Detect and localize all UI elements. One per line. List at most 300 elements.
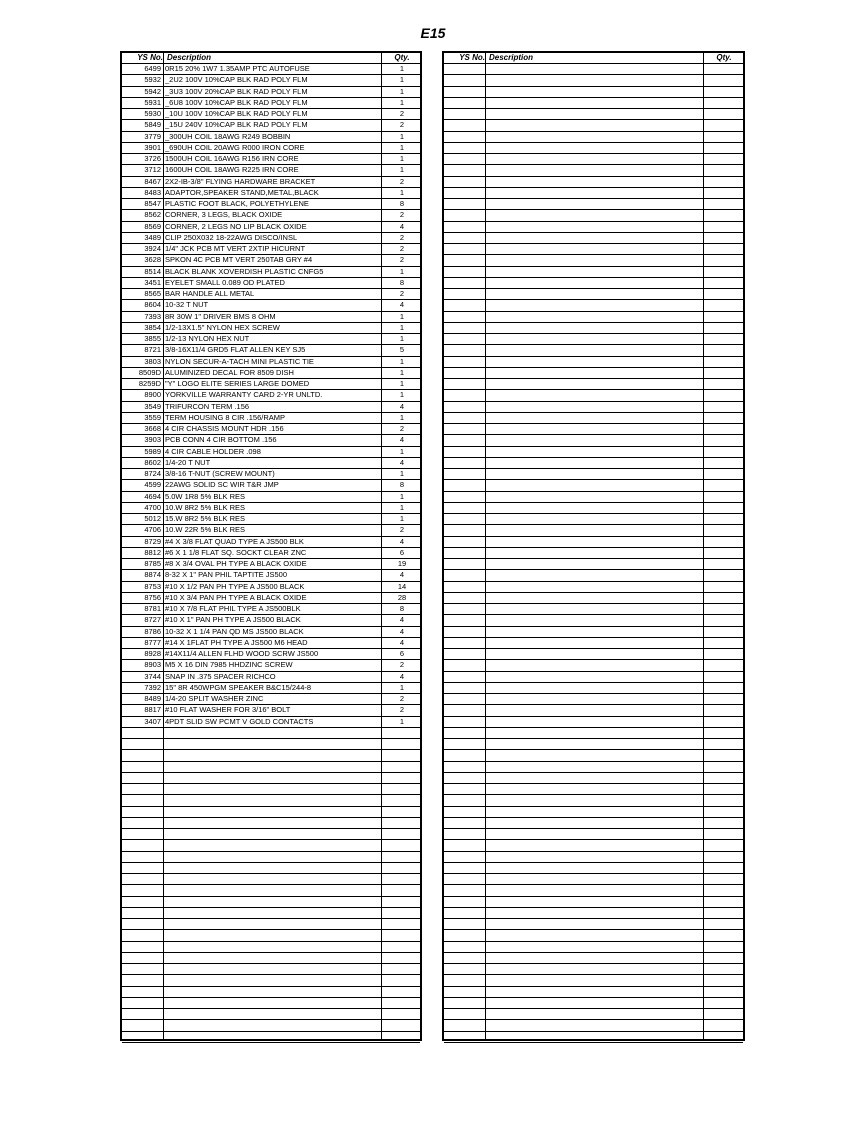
table-row bbox=[444, 683, 743, 694]
table-row bbox=[122, 885, 420, 896]
cell-description: 8R 30W 1" DRIVER BMS 8 OHM bbox=[165, 311, 276, 321]
table-row bbox=[444, 604, 743, 615]
cell-description: BLACK BLANK XOVERDISH PLASTIC CNFG5 bbox=[165, 266, 324, 276]
cell-qty: 1 bbox=[399, 379, 405, 388]
table-row bbox=[444, 390, 743, 401]
header-description: Description bbox=[167, 53, 212, 62]
table-row bbox=[444, 649, 743, 660]
table-row bbox=[444, 987, 743, 998]
table-row bbox=[122, 255, 420, 266]
table-row bbox=[444, 132, 743, 143]
cell-qty: 4 bbox=[399, 221, 405, 231]
table-row bbox=[444, 1032, 743, 1043]
cell-description: 1600UH COIL 18AWG R225 IRN CORE bbox=[165, 165, 299, 175]
cell-qty: 4 bbox=[399, 457, 405, 467]
table-row bbox=[122, 165, 420, 176]
cell-description: M5 X 16 DIN 7985 HHDZINC SCREW bbox=[165, 660, 293, 670]
table-row bbox=[444, 638, 743, 649]
cell-qty: 1 bbox=[399, 356, 405, 366]
cell-description: 3/8-16 T-NUT (SCREW MOUNT) bbox=[165, 469, 275, 478]
table-row bbox=[444, 672, 743, 683]
table-row bbox=[444, 447, 743, 458]
cell-qty: 4 bbox=[399, 300, 405, 310]
table-row bbox=[444, 773, 743, 784]
table-row bbox=[444, 87, 743, 98]
cell-ys-no: 8900 bbox=[144, 390, 161, 400]
table-row bbox=[444, 165, 743, 176]
table-row bbox=[122, 345, 420, 356]
table-row bbox=[122, 390, 420, 401]
table-row bbox=[444, 514, 743, 525]
table-row bbox=[444, 177, 743, 188]
table-row bbox=[122, 75, 420, 86]
table-row bbox=[444, 469, 743, 480]
cell-ys-no: 4599 bbox=[144, 480, 161, 490]
cell-ys-no: 8604 bbox=[144, 300, 161, 310]
cell-qty: 1 bbox=[399, 469, 405, 478]
cell-description: _6U8 100V 10%CAP BLK RAD POLY FLM bbox=[165, 97, 308, 107]
cell-description: 10.W 8R2 5% BLK RES bbox=[165, 502, 246, 512]
table-row bbox=[122, 649, 420, 660]
table-row bbox=[444, 593, 743, 604]
cell-ys-no: 4700 bbox=[144, 502, 161, 512]
table-row bbox=[444, 402, 743, 413]
table-row bbox=[444, 323, 743, 334]
cell-description: TRIFURCON TERM .156 bbox=[165, 401, 250, 411]
table-row bbox=[444, 64, 743, 75]
table-row bbox=[122, 64, 420, 75]
cell-ys-no: 5931 bbox=[144, 97, 161, 107]
cell-description: _3U3 100V 20%CAP BLK RAD POLY FLM bbox=[165, 86, 308, 96]
table-row bbox=[122, 458, 420, 469]
cell-ys-no: 3489 bbox=[144, 232, 161, 242]
cell-qty: 4 bbox=[399, 536, 405, 546]
table-row bbox=[444, 840, 743, 851]
table-row bbox=[444, 154, 743, 165]
table-row bbox=[122, 323, 420, 334]
table-row bbox=[122, 447, 420, 458]
cell-ys-no: 8483 bbox=[144, 187, 161, 197]
cell-description: ADAPTOR,SPEAKER STAND,METAL,BLACK bbox=[165, 187, 319, 197]
table-row bbox=[444, 357, 743, 368]
cell-ys-no: 4706 bbox=[144, 525, 161, 535]
table-row bbox=[122, 807, 420, 818]
cell-ys-no: 8729 bbox=[144, 536, 161, 546]
cell-description: 4 CIR CABLE HOLDER .098 bbox=[165, 446, 261, 456]
cell-qty: 8 bbox=[399, 480, 405, 490]
cell-description: NYLON SECUR-A-TACH MINI PLASTIC TIE bbox=[165, 356, 314, 366]
table-row bbox=[122, 897, 420, 908]
cell-description: CORNER, 3 LEGS, BLACK OXIDE bbox=[165, 210, 283, 220]
header-description: Description bbox=[489, 53, 534, 62]
table-row bbox=[122, 120, 420, 131]
cell-qty: 28 bbox=[397, 592, 407, 602]
cell-qty: 2 bbox=[399, 255, 405, 265]
table-row bbox=[122, 334, 420, 345]
cell-qty: 1 bbox=[399, 266, 405, 276]
cell-ys-no: 6499 bbox=[144, 64, 161, 73]
parts-table-left bbox=[120, 51, 422, 1041]
table-row bbox=[122, 660, 420, 671]
cell-qty: 2 bbox=[399, 120, 405, 130]
cell-qty: 1 bbox=[399, 514, 405, 523]
cell-description: _2U2 100V 10%CAP BLK RAD POLY FLM bbox=[165, 75, 308, 85]
cell-qty: 2 bbox=[399, 660, 405, 670]
cell-qty: 1 bbox=[399, 491, 405, 501]
cell-description: TERM HOUSING 8 CIR .156/RAMP bbox=[165, 412, 286, 422]
header-ys-no: YS No. bbox=[459, 53, 485, 62]
table-row bbox=[444, 233, 743, 244]
cell-qty: 4 bbox=[399, 671, 405, 681]
table-row bbox=[122, 402, 420, 413]
table-row bbox=[122, 582, 420, 593]
table-row bbox=[122, 435, 420, 446]
cell-ys-no: 5012 bbox=[144, 514, 161, 523]
cell-ys-no: 3854 bbox=[144, 322, 161, 332]
table-row bbox=[444, 548, 743, 559]
cell-description: #10 X 7/8 FLAT PHIL TYPE A JS500BLK bbox=[165, 604, 301, 613]
table-row bbox=[122, 762, 420, 773]
cell-ys-no: 3559 bbox=[144, 412, 161, 422]
cell-description: _690UH COIL 20AWG R000 IRON CORE bbox=[165, 142, 305, 152]
table-row bbox=[444, 255, 743, 266]
cell-ys-no: 3628 bbox=[144, 255, 161, 265]
cell-description: 10-32 T NUT bbox=[165, 300, 209, 310]
table-row bbox=[122, 987, 420, 998]
table-row bbox=[122, 942, 420, 953]
table-row bbox=[444, 267, 743, 278]
cell-ys-no: 8753 bbox=[144, 581, 161, 591]
cell-ys-no: 3451 bbox=[144, 277, 161, 287]
table-row bbox=[122, 244, 420, 255]
cell-ys-no: 8724 bbox=[144, 469, 161, 478]
cell-qty: 1 bbox=[399, 334, 405, 343]
cell-qty: 1 bbox=[399, 390, 405, 400]
table-row bbox=[444, 1009, 743, 1020]
table-row bbox=[444, 492, 743, 503]
cell-description: ALUMINIZED DECAL FOR 8509 DISH bbox=[165, 367, 294, 377]
cell-ys-no: 8489 bbox=[144, 694, 161, 703]
cell-qty: 1 bbox=[399, 367, 405, 377]
cell-qty: 1 bbox=[399, 446, 405, 456]
table-row bbox=[444, 143, 743, 154]
table-row bbox=[122, 638, 420, 649]
cell-ys-no: 3903 bbox=[144, 435, 161, 445]
table-row bbox=[122, 154, 420, 165]
table-row bbox=[122, 705, 420, 716]
table-row bbox=[444, 413, 743, 424]
cell-qty: 4 bbox=[399, 401, 405, 411]
table-row bbox=[122, 368, 420, 379]
table-row bbox=[444, 424, 743, 435]
cell-qty: 1 bbox=[399, 187, 405, 197]
table-row bbox=[444, 784, 743, 795]
table-row bbox=[444, 278, 743, 289]
table-row bbox=[444, 210, 743, 221]
cell-qty: 1 bbox=[399, 165, 405, 175]
cell-qty: 1 bbox=[399, 322, 405, 332]
cell-qty: 14 bbox=[397, 581, 407, 591]
cell-qty: 1 bbox=[399, 154, 405, 163]
cell-ys-no: 8903 bbox=[144, 660, 161, 670]
cell-qty: 4 bbox=[399, 626, 405, 636]
cell-description: YORKVILLE WARRANTY CARD 2-YR UNLTD. bbox=[165, 390, 323, 400]
cell-description: EYELET SMALL 0.089 OD PLATED bbox=[165, 277, 285, 287]
cell-ys-no: 5932 bbox=[144, 75, 161, 85]
table-row bbox=[122, 593, 420, 604]
table-row bbox=[444, 368, 743, 379]
table-row bbox=[444, 807, 743, 818]
table-row bbox=[122, 953, 420, 964]
cell-description: PCB CONN 4 CIR BOTTOM .156 bbox=[165, 435, 277, 445]
table-row bbox=[444, 930, 743, 941]
table-row bbox=[122, 615, 420, 626]
cell-qty: 1 bbox=[399, 682, 405, 692]
cell-description: 1/4-20 T NUT bbox=[165, 457, 211, 467]
cell-ys-no: 5989 bbox=[144, 446, 161, 456]
table-row bbox=[444, 435, 743, 446]
parts-table-right bbox=[442, 51, 745, 1041]
table-row bbox=[444, 942, 743, 953]
cell-ys-no: 7392 bbox=[144, 682, 161, 692]
table-row bbox=[122, 222, 420, 233]
table-row bbox=[122, 300, 420, 311]
table-row bbox=[122, 424, 420, 435]
table-row bbox=[444, 885, 743, 896]
cell-description: 1/2-13 NYLON HEX NUT bbox=[165, 334, 250, 343]
table-row bbox=[122, 840, 420, 851]
cell-ys-no: 3803 bbox=[144, 356, 161, 366]
cell-description: CORNER, 2 LEGS NO LIP BLACK OXIDE bbox=[165, 221, 307, 231]
cell-qty: 4 bbox=[399, 637, 405, 647]
cell-description: PLASTIC FOOT BLACK, POLYETHYLENE bbox=[165, 199, 309, 208]
table-row bbox=[444, 818, 743, 829]
cell-qty: 2 bbox=[399, 424, 405, 433]
cell-description: _300UH COIL 18AWG R249 BOBBIN bbox=[165, 131, 291, 141]
table-row bbox=[444, 480, 743, 491]
table-row bbox=[444, 750, 743, 761]
cell-ys-no: 8509D bbox=[138, 367, 161, 377]
table-row bbox=[444, 570, 743, 581]
cell-qty: 1 bbox=[399, 75, 405, 85]
table-row bbox=[122, 975, 420, 986]
cell-description: 5.0W 1R8 5% BLK RES bbox=[165, 491, 246, 501]
cell-description: 8-32 X 1" PAN PHIL TAPTITE JS500 bbox=[165, 570, 288, 580]
table-row bbox=[444, 188, 743, 199]
cell-description: 1500UH COIL 16AWG R156 IRN CORE bbox=[165, 154, 299, 163]
cell-ys-no: 3901 bbox=[144, 142, 161, 152]
table-row bbox=[444, 615, 743, 626]
cell-description: 22AWG SOLID SC WIR T&R JMP bbox=[165, 480, 279, 490]
table-row bbox=[122, 413, 420, 424]
cell-ys-no: 3549 bbox=[144, 401, 161, 411]
cell-ys-no: 8602 bbox=[144, 457, 161, 467]
cell-qty: 1 bbox=[399, 97, 405, 107]
table-row bbox=[122, 683, 420, 694]
cell-qty: 4 bbox=[399, 615, 405, 625]
cell-description: #14 X 1FLAT PH TYPE A JS500 M6 HEAD bbox=[165, 637, 308, 647]
table-row bbox=[122, 357, 420, 368]
cell-qty: 1 bbox=[399, 311, 405, 321]
cell-ys-no: 8786 bbox=[144, 626, 161, 636]
table-row bbox=[444, 244, 743, 255]
table-row bbox=[444, 98, 743, 109]
table-row bbox=[444, 120, 743, 131]
cell-description: 10.W 22R 5% BLK RES bbox=[165, 525, 246, 535]
cell-qty: 4 bbox=[399, 570, 405, 580]
cell-ys-no: 5942 bbox=[144, 86, 161, 96]
table-row bbox=[122, 919, 420, 930]
cell-ys-no: 8562 bbox=[144, 210, 161, 220]
cell-ys-no: 8514 bbox=[144, 266, 161, 276]
table-row bbox=[444, 345, 743, 356]
table-row bbox=[122, 1020, 420, 1031]
table-row bbox=[444, 525, 743, 536]
cell-qty: 1 bbox=[399, 142, 405, 152]
cell-description: 3/8-16X11/4 GRD5 FLAT ALLEN KEY SJ5 bbox=[165, 345, 306, 355]
table-row bbox=[122, 874, 420, 885]
cell-ys-no: 3744 bbox=[144, 671, 161, 681]
table-row bbox=[444, 998, 743, 1009]
cell-description: BAR HANDLE ALL METAL bbox=[165, 289, 255, 298]
cell-ys-no: 8777 bbox=[144, 637, 161, 647]
table-row bbox=[122, 132, 420, 143]
table-row bbox=[122, 908, 420, 919]
header-qty: Qty. bbox=[716, 53, 732, 62]
cell-description: SNAP IN .375 SPACER RICHCO bbox=[165, 671, 276, 681]
table-row bbox=[122, 728, 420, 739]
cell-description: 1/2-13X1.5" NYLON HEX SCREW bbox=[165, 322, 280, 332]
table-row bbox=[122, 480, 420, 491]
cell-ys-no: 5930 bbox=[144, 109, 161, 118]
table-row bbox=[122, 210, 420, 221]
table-row bbox=[444, 705, 743, 716]
table-row bbox=[444, 582, 743, 593]
cell-description: #10 X 1/2 PAN PH TYPE A JS500 BLACK bbox=[165, 581, 305, 591]
table-row bbox=[122, 188, 420, 199]
cell-qty: 2 bbox=[399, 705, 405, 715]
table-row bbox=[444, 627, 743, 638]
table-row bbox=[444, 739, 743, 750]
table-row bbox=[122, 503, 420, 514]
table-row bbox=[444, 762, 743, 773]
table-row bbox=[122, 492, 420, 503]
table-row bbox=[444, 975, 743, 986]
cell-qty: 2 bbox=[399, 210, 405, 220]
cell-ys-no: 7393 bbox=[144, 311, 161, 321]
table-row bbox=[444, 897, 743, 908]
cell-ys-no: 8565 bbox=[144, 289, 161, 298]
table-row bbox=[122, 930, 420, 941]
table-row bbox=[122, 312, 420, 323]
cell-ys-no: 8547 bbox=[144, 199, 161, 208]
cell-ys-no: 8756 bbox=[144, 592, 161, 602]
cell-qty: 8 bbox=[399, 199, 405, 208]
table-row bbox=[122, 784, 420, 795]
table-row bbox=[122, 537, 420, 548]
cell-ys-no: 4694 bbox=[144, 491, 161, 501]
cell-ys-no: 8812 bbox=[144, 547, 161, 557]
table-row bbox=[122, 998, 420, 1009]
table-row bbox=[122, 379, 420, 390]
table-row bbox=[444, 717, 743, 728]
cell-description: #10 X 1" PAN PH TYPE A JS500 BLACK bbox=[165, 615, 301, 625]
table-row bbox=[122, 773, 420, 784]
table-row bbox=[444, 852, 743, 863]
table-row bbox=[122, 469, 420, 480]
cell-ys-no: 8569 bbox=[144, 221, 161, 231]
cell-qty: 1 bbox=[399, 412, 405, 422]
table-row bbox=[444, 795, 743, 806]
table-row bbox=[444, 312, 743, 323]
table-row bbox=[122, 818, 420, 829]
cell-ys-no: 3924 bbox=[144, 244, 161, 253]
cell-description: #8 X 3/4 OVAL PH TYPE A BLACK OXIDE bbox=[165, 559, 307, 568]
cell-description: 15" 8R 450WPGM SPEAKER B&C15/244-8 bbox=[165, 682, 312, 692]
cell-qty: 2 bbox=[399, 109, 405, 118]
cell-qty: 4 bbox=[399, 435, 405, 445]
table-row bbox=[444, 694, 743, 705]
cell-ys-no: 3668 bbox=[144, 424, 161, 433]
cell-description: _10U 100V 10%CAP BLK RAD POLY FLM bbox=[165, 109, 308, 118]
table-row bbox=[122, 177, 420, 188]
table-row bbox=[444, 953, 743, 964]
table-row bbox=[444, 109, 743, 120]
table-row bbox=[444, 908, 743, 919]
table-row bbox=[122, 233, 420, 244]
table-row bbox=[122, 514, 420, 525]
table-body bbox=[122, 64, 420, 1039]
cell-description: 4 CIR CHASSIS MOUNT HDR .156 bbox=[165, 424, 284, 433]
table-row bbox=[122, 829, 420, 840]
table-row bbox=[444, 537, 743, 548]
cell-qty: 1 bbox=[399, 131, 405, 141]
table-row bbox=[122, 98, 420, 109]
table-row bbox=[122, 863, 420, 874]
cell-qty: 1 bbox=[399, 86, 405, 96]
cell-ys-no: 3855 bbox=[144, 334, 161, 343]
table-row bbox=[122, 852, 420, 863]
cell-qty: 2 bbox=[399, 694, 405, 703]
table-row bbox=[444, 75, 743, 86]
cell-qty: 5 bbox=[399, 345, 405, 355]
cell-description: 4PDT SLID SW PCMT V GOLD CONTACTS bbox=[165, 716, 314, 726]
cell-ys-no: 8781 bbox=[144, 604, 161, 613]
table-row bbox=[122, 109, 420, 120]
cell-description: #10 X 3/4 PAN PH TYPE A BLACK OXIDE bbox=[165, 592, 307, 602]
page-title: E15 bbox=[420, 25, 446, 41]
table-row bbox=[122, 672, 420, 683]
header-ys-no: YS No. bbox=[137, 53, 163, 62]
cell-ys-no: 8874 bbox=[144, 570, 161, 580]
table-row bbox=[444, 199, 743, 210]
cell-description: 15.W 8R2 5% BLK RES bbox=[165, 514, 246, 523]
cell-qty: 6 bbox=[399, 547, 405, 557]
table-row bbox=[122, 1009, 420, 1020]
cell-description: #10 FLAT WASHER FOR 3/16" BOLT bbox=[165, 705, 291, 715]
table-row bbox=[122, 199, 420, 210]
cell-qty: 19 bbox=[397, 559, 407, 568]
table-row bbox=[444, 660, 743, 671]
table-row bbox=[444, 289, 743, 300]
table-row bbox=[122, 795, 420, 806]
cell-qty: 8 bbox=[399, 604, 405, 613]
cell-ys-no: 8727 bbox=[144, 615, 161, 625]
table-row bbox=[122, 717, 420, 728]
table-row bbox=[122, 548, 420, 559]
cell-ys-no: 8467 bbox=[144, 176, 161, 186]
table-row bbox=[122, 143, 420, 154]
